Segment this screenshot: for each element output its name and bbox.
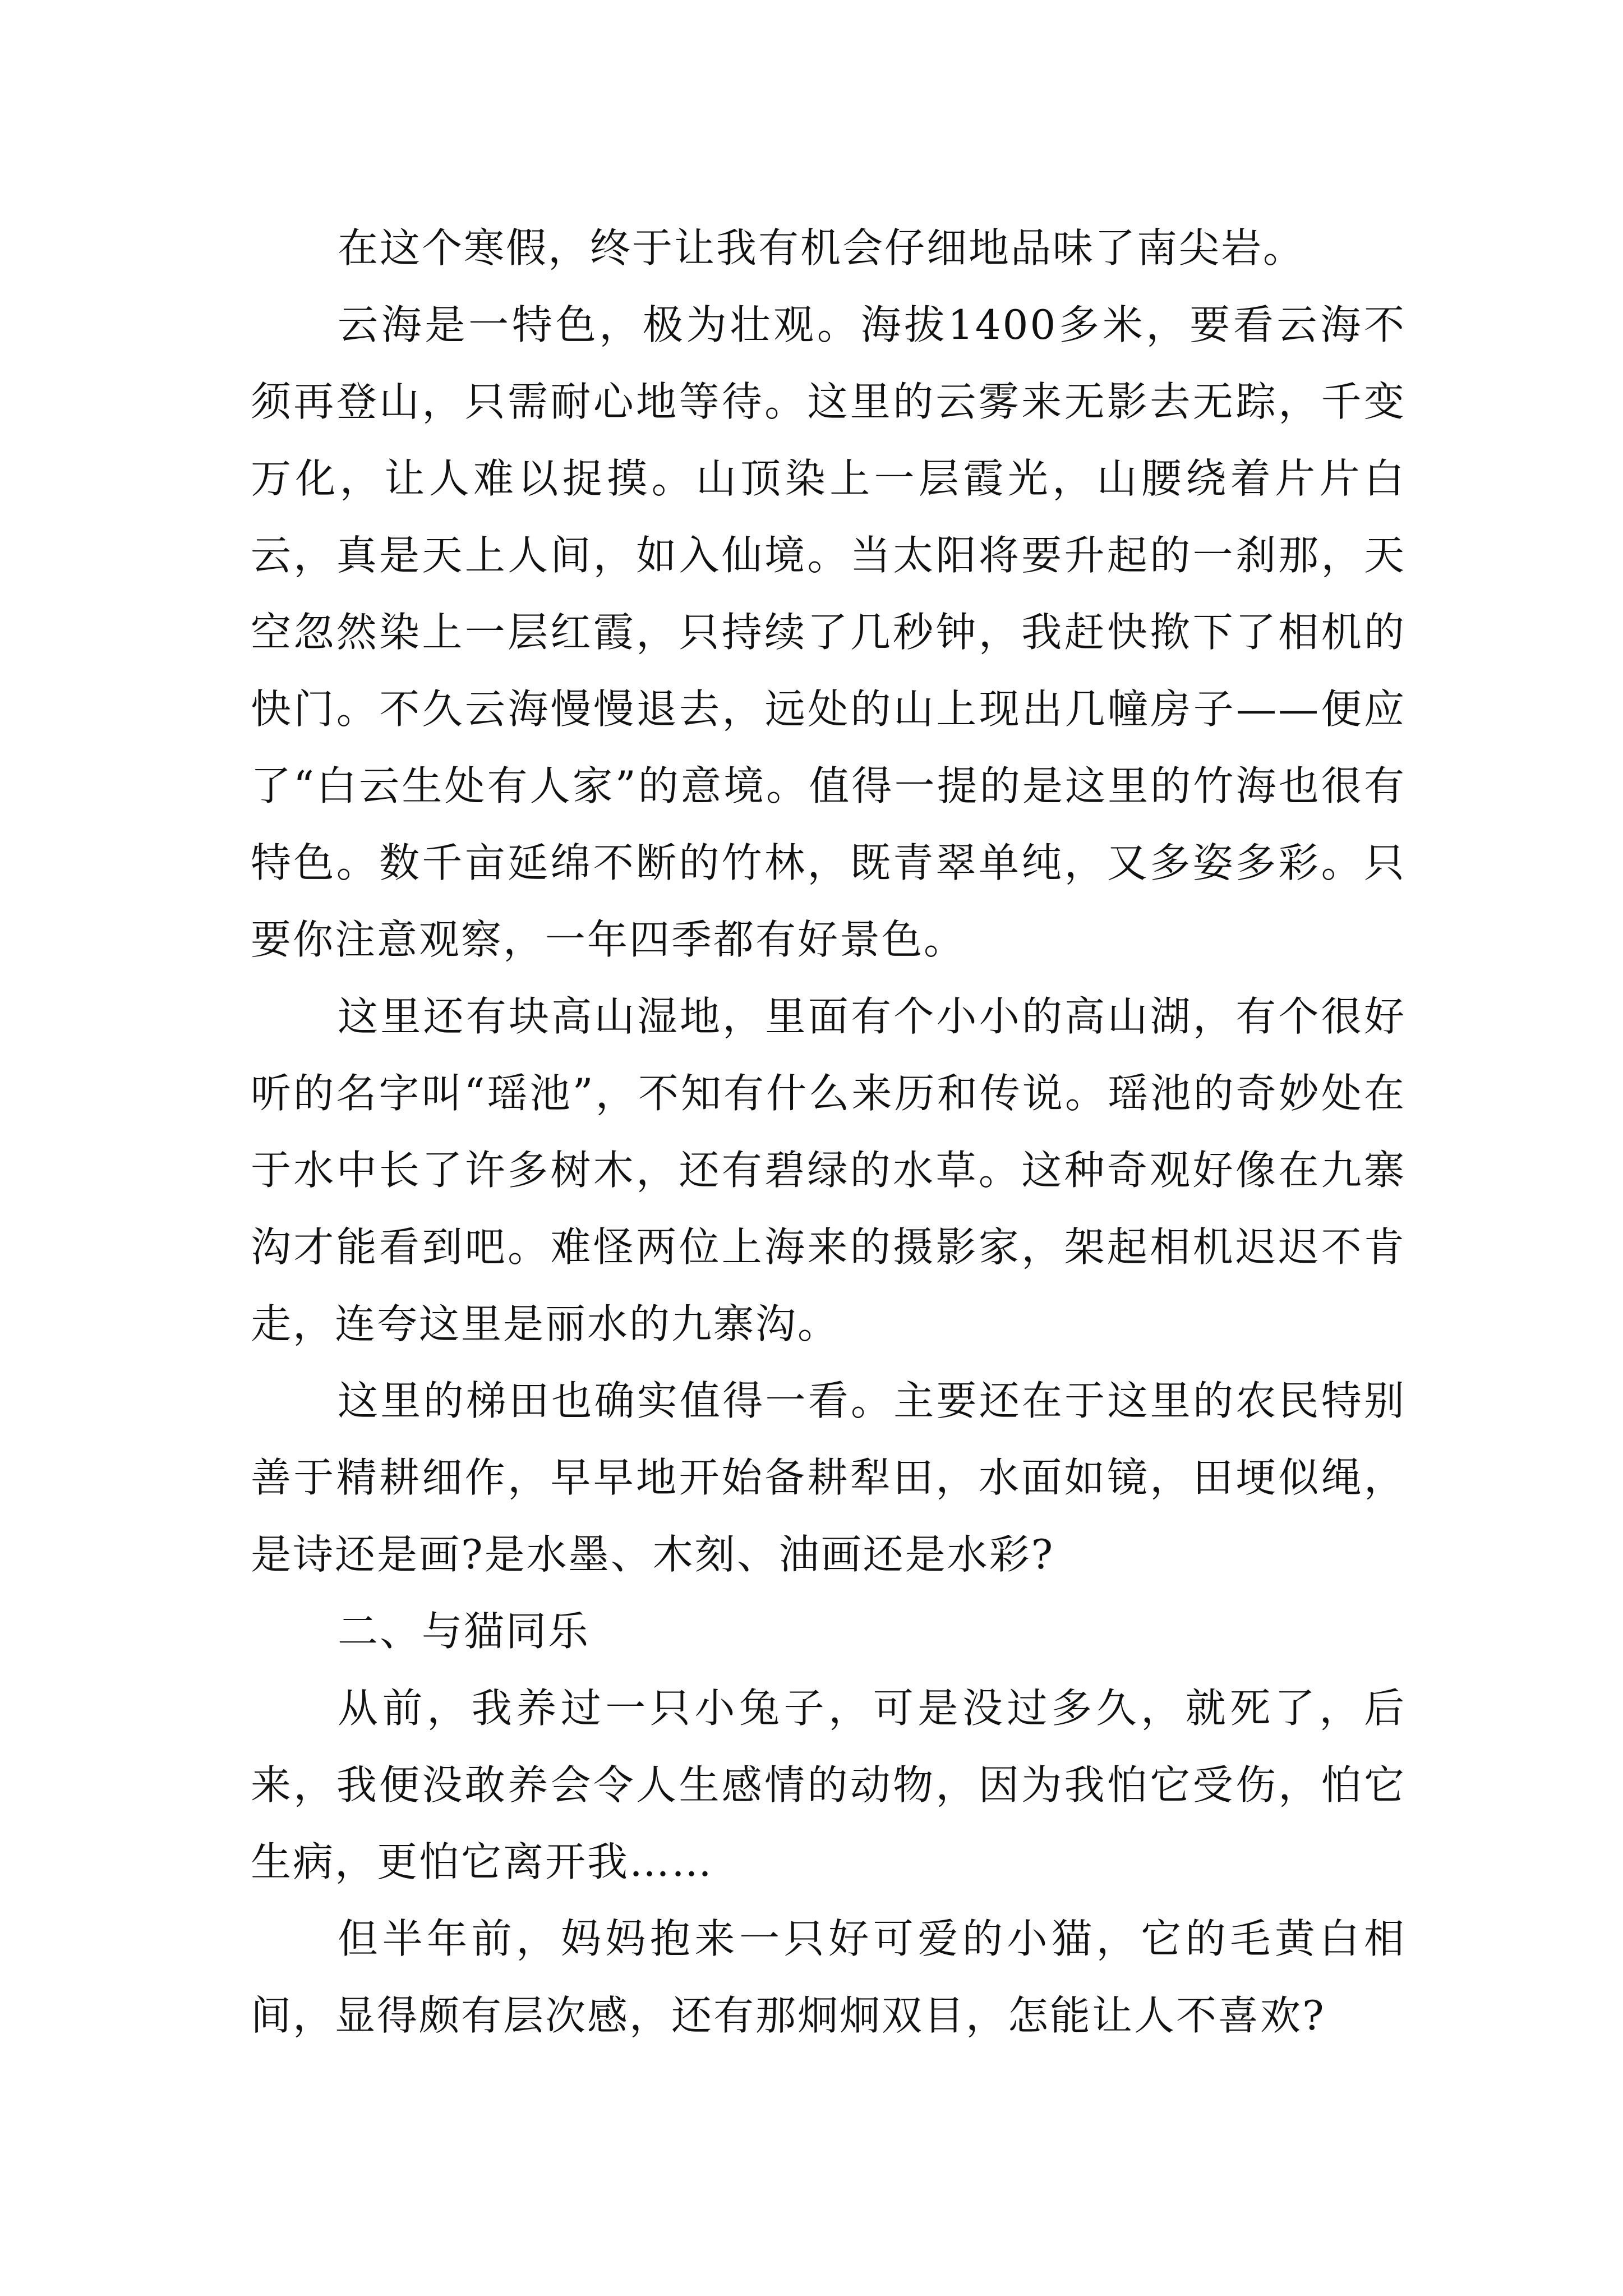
paragraph-wetland: 这里还有块高山湿地，里面有个小小的高山湖，有个很好听的名字叫“瑶池”，不知有什么来历和传说。瑶池的奇妙处在于水中长了许多树木，还有碧绿的水草。这种奇观好像在九寨沟才能看到吧。难怪两位上海来的摄影家，架起相机迟迟不肯走，连夸这里是丽水的九寨沟。 xyxy=(251,993,1406,1347)
paragraph-intro: 在这个寒假，终于让我有机会仔细地品味了南尖岩。 xyxy=(338,224,1306,272)
paragraph-rabbit: 从前，我养过一只小兔子，可是没过多久，就死了，后来，我便没敢养会令人生感情的动物，因为我怕它受伤，怕它生病，更怕它离开我…… xyxy=(251,1685,1406,1885)
paragraph-kitten: 但半年前，妈妈抱来一只好可爱的小猫，它的毛黄白相间，显得颇有层次感，还有那炯炯双目，怎能让人不喜欢? xyxy=(251,1915,1406,2039)
document-body xyxy=(251,210,1406,2054)
paragraph-terraces: 这里的梯田也确实值得一看。主要还在于这里的农民特别善于精耕细作，早早地开始备耕犁田，水面如镜，田埂似绳，是诗还是画?是水墨、木刻、油画还是水彩? xyxy=(251,1377,1406,1578)
section-heading: 二、与猫同乐 xyxy=(338,1608,591,1655)
paragraph-cloud-sea: 云海是一特色，极为壮观。海拔1400多米，要看云海不须再登山，只需耐心地等待。这里的云雾来无影去无踪，千变万化，让人难以捉摸。山顶染上一层霞光，山腰绕着片片白云，真是天上人间，如入仙境。当太阳将要升起的一刹那，天空忽然染上一层红霞，只持续了几秒钟，我赶快揿下了相机的快门。不久云海慢慢退去，远处的山上现出几幢房子——便应了“白云生处有人家”的意境。值得一提的是这里的竹海也很有特色。数千亩延绵不断的竹林，既青翠单纯，又多姿多彩。只要你注意观察，一年四季都有好景色。 xyxy=(251,301,1406,963)
